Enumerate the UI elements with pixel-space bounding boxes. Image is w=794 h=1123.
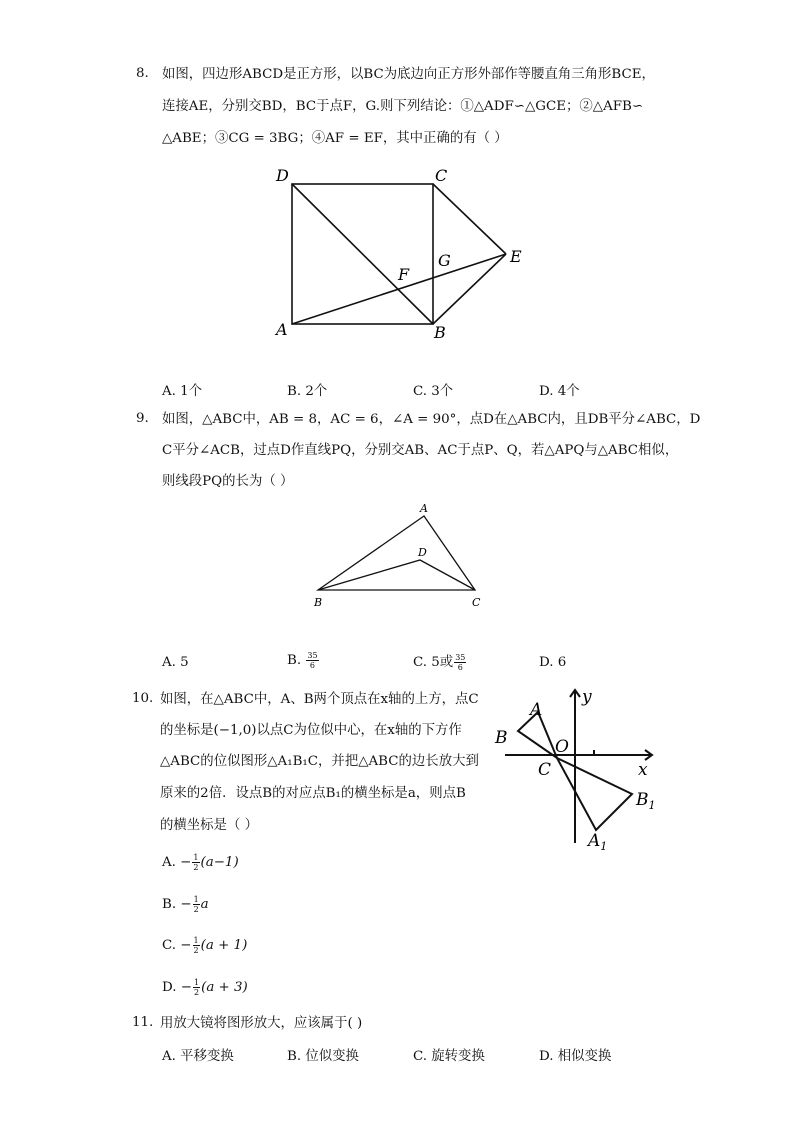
label-b: B <box>495 728 508 748</box>
diagonal-db <box>292 184 433 324</box>
question-8-line-2: 连接AE，分别交BD，BC于点F，G.则下列结论：①△ADF∽△GCE；②△AFB∽ <box>162 99 644 114</box>
question-10-option-c: C. − $\frac{1}{2}$ (a + 1) <box>162 936 248 955</box>
segments-bd-dc <box>318 560 475 590</box>
label-a: A <box>530 700 543 720</box>
label-y: y <box>582 687 592 707</box>
question-8-figure <box>270 160 540 340</box>
label-b1: $B_1$ <box>636 790 656 812</box>
label-g: G <box>438 251 451 270</box>
question-8-option-b: B. 2个 <box>287 384 328 399</box>
question-11-option-a: A. 平移变换 <box>162 1049 234 1064</box>
question-9-number: 9. <box>136 411 149 426</box>
label-b: B <box>314 596 323 609</box>
triangle-abc <box>318 516 475 590</box>
question-9-option-d: D. 6 <box>539 655 567 670</box>
label-d: D <box>418 546 427 559</box>
question-8-option-d: D. 4个 <box>539 384 580 399</box>
question-10-line-5: 的横坐标是（ ） <box>160 818 258 833</box>
label-d: D <box>276 166 289 185</box>
question-10-option-a: A. − $\frac{1}{2}$ (a−1) <box>162 853 239 872</box>
question-11-line: 用放大镜将图形放大，应该属于( ) <box>160 1016 363 1031</box>
segment-ce <box>433 184 506 254</box>
option-b-prefix: B. <box>287 653 302 668</box>
label-a: A <box>420 502 428 515</box>
label-c: C <box>472 596 481 609</box>
question-9-line-3: 则线段PQ的长为（ ） <box>162 474 294 489</box>
question-9-option-a: A. 5 <box>162 655 189 670</box>
question-11-option-b: B. 位似变换 <box>287 1049 359 1064</box>
label-a: A <box>276 320 288 339</box>
label-c: C <box>435 166 448 185</box>
question-10-line-1: 如图，在△ABC中，A、B两个顶点在x轴的上方，点C <box>160 692 479 707</box>
question-10-option-b: B. − $\frac{1}{2}$ a <box>162 895 209 914</box>
question-10-line-4: 原来的2倍．设点B的对应点B₁的横坐标是a，则点B <box>160 786 466 801</box>
question-10-line-2: 的坐标是(−1,0)以点C为位似中心，在x轴的下方作 <box>160 723 462 738</box>
label-a1: $A_1$ <box>588 831 608 853</box>
label-c: C <box>538 760 552 780</box>
label-x: x <box>638 760 648 780</box>
question-10-number: 10. <box>132 691 154 706</box>
question-11-option-c: C. 旋转变换 <box>413 1049 485 1064</box>
question-9-figure <box>305 498 495 613</box>
question-8-line-1: 如图，四边形ABCD是正方形，以BC为底边向正方形外部作等腰直角三角形BCE， <box>162 67 655 82</box>
question-8-option-a: A. 1个 <box>162 384 203 399</box>
question-8-number: 8. <box>136 66 149 81</box>
question-10-option-d: D. − $\frac{1}{2}$ (a + 3) <box>162 978 248 997</box>
label-f: F <box>398 265 410 284</box>
option-c-prefix: C. 5或 <box>413 655 454 670</box>
triangle-a1b1c <box>557 758 632 830</box>
question-9-option-b <box>287 651 320 670</box>
question-10-figure <box>490 685 665 855</box>
question-9-option-c <box>413 651 467 672</box>
label-o: O <box>555 737 569 757</box>
question-11-number: 11. <box>132 1015 154 1030</box>
question-8-line-3: △ABE；③CG = 3BG；④AF = EF，其中正确的有（ ） <box>162 131 508 146</box>
option-c-fraction: $\frac{35}{6}$ <box>455 653 466 672</box>
question-11-option-d: D. 相似变换 <box>539 1049 612 1064</box>
option-b-fraction: $\frac{35}{6}$ <box>307 651 318 670</box>
question-8-option-c: C. 3个 <box>413 384 454 399</box>
label-e: E <box>510 247 522 266</box>
label-b: B <box>434 323 446 340</box>
question-9-line-1: 如图，△ABC中，AB = 8，AC = 6，∠A = 90°，点D在△ABC内，且DB平分∠ABC，D <box>162 412 701 427</box>
question-9-line-2: C平分∠ACB，过点D作直线PQ，分别交AB、AC于点P、Q，若△APQ与△ABC相似， <box>162 443 679 458</box>
question-10-line-3: △ABC的位似图形△A₁B₁C，并把△ABC的边长放大到 <box>160 754 479 769</box>
